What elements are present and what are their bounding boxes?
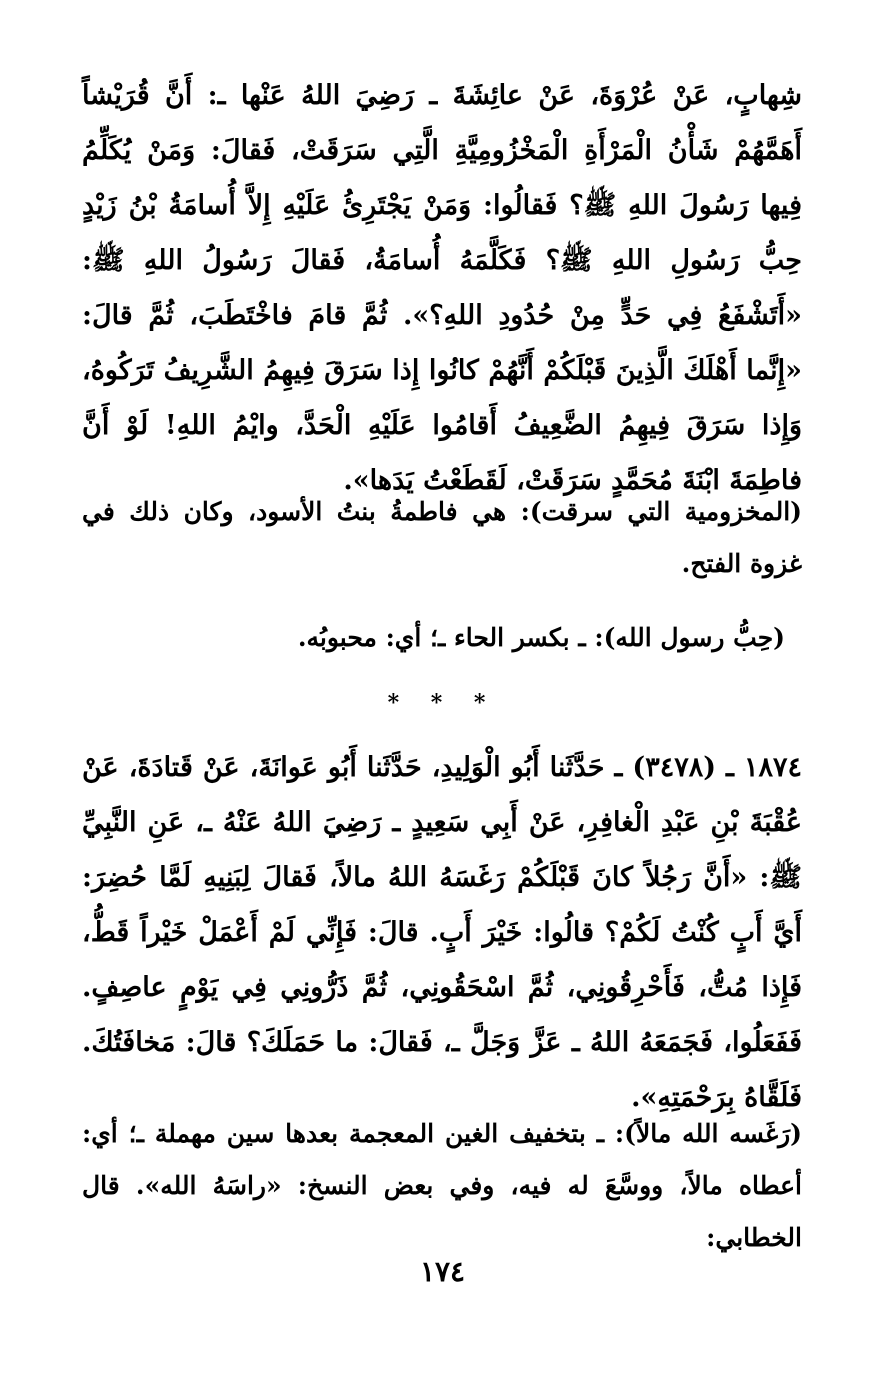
hadith-text-continued: [82, 68, 802, 508]
hadith-paragraph: ١٨٧٤ ـ (٣٤٧٨) ـ حَدَّثَنا أَبُو الْوَلِيدِ، حَدَّثَنا أَبُو عَوانَةَ، عَنْ قَتادَةَ، عَنْ عُقْبَةَ بْنِ عَبْدِ الْغافِرِ، عَنْ أَبِي سَعِيدٍ ـ رَضِيَ اللهُ عَنْهُ ـ، عَنِ النَّبِيِّ ﷺ: «أَنَّ رَجُلاً كانَ قَبْلَكُمْ رَغَسَهُ اللهُ مالاً، فَقالَ لِبَنِيهِ لَمَّا حُضِرَ: أَيَّ أَبٍ كُنْتُ لَكُمْ؟ قالُوا: خَيْرَ أَبٍ. قالَ: فَإِنِّي لَمْ أَعْمَلْ خَيْراً قَطُّ، فَإِذا مُتُّ، فَأَحْرِقُونِي، ثُمَّ اسْحَقُونِي، ثُمَّ ذَرُّونِي فِي يَوْمٍ عاصِفٍ. فَفَعَلُوا، فَجَمَعَهُ اللهُ ـ عَزَّ وَجَلَّ ـ، فَقالَ: ما حَمَلَكَ؟ قالَ: مَخافَتُكَ. فَلَقَّاهُ بِرَحْمَتِهِ».: [82, 752, 802, 1113]
commentary-line: (رَغَسه الله مالاً): ـ بتخفيف الغين المعجمة بعدها سين مهملة ـ؛ أي: أعطاه مالاً، ووسَّعَ له فيه، وفي بعض النسخ: «راسَهُ الله». قال الخطابي:: [82, 1119, 802, 1252]
commentary-line: (حِبُّ رسول الله): ـ بكسر الحاء ـ؛ أي: محبوبُه.: [297, 623, 785, 652]
commentary-line: (المخزومية التي سرقت): هي فاطمةُ بنتُ الأسود، وكان ذلك في غزوة الفتح.: [82, 497, 802, 578]
page-number: ١٧٤: [419, 1255, 466, 1288]
hadith-paragraph: شِهابٍ، عَنْ عُرْوَةَ، عَنْ عائِشَةَ ـ رَضِيَ اللهُ عَنْها ـ: أَنَّ قُرَيْشاً أَهَمَّهُمْ شَأْنُ الْمَرْأَةِ الْمَخْزُومِيَّةِ الَّتِي سَرَقَتْ، فَقالَ: وَمَنْ يُكَلِّمُ فِيها رَسُولَ اللهِ ﷺ؟ فَقالُوا: وَمَنْ يَجْتَرِئُ عَلَيْهِ إِلاَّ أُسامَةُ بْنُ زَيْدٍ حِبُّ رَسُولِ اللهِ ﷺ؟ فَكَلَّمَهُ أُسامَةُ، فَقالَ رَسُولُ اللهِ ﷺ: «أَتَشْفَعُ فِي حَدٍّ مِنْ حُدُودِ اللهِ؟». ثُمَّ قامَ فاخْتَطَبَ، ثُمَّ قالَ: «إِنَّما أَهْلَكَ الَّذِينَ قَبْلَكُمْ أَنَّهُمْ كانُوا إِذا سَرَقَ فِيهِمُ الشَّرِيفُ تَرَكُوهُ، وَإِذا سَرَقَ فِيهِمُ الضَّعِيفُ أَقامُوا عَلَيْهِ الْحَدَّ، وايْمُ اللهِ! لَوْ أَنَّ فاطِمَةَ ابْنَةَ مُحَمَّدٍ سَرَقَتْ، لَقَطَعْتُ يَدَها».: [82, 80, 802, 496]
section-separator: * * *: [387, 690, 498, 716]
hadith-text: [82, 740, 802, 1125]
commentary-note: [82, 1108, 802, 1264]
commentary-note-indented: [298, 612, 785, 664]
commentary-note: [82, 486, 802, 590]
